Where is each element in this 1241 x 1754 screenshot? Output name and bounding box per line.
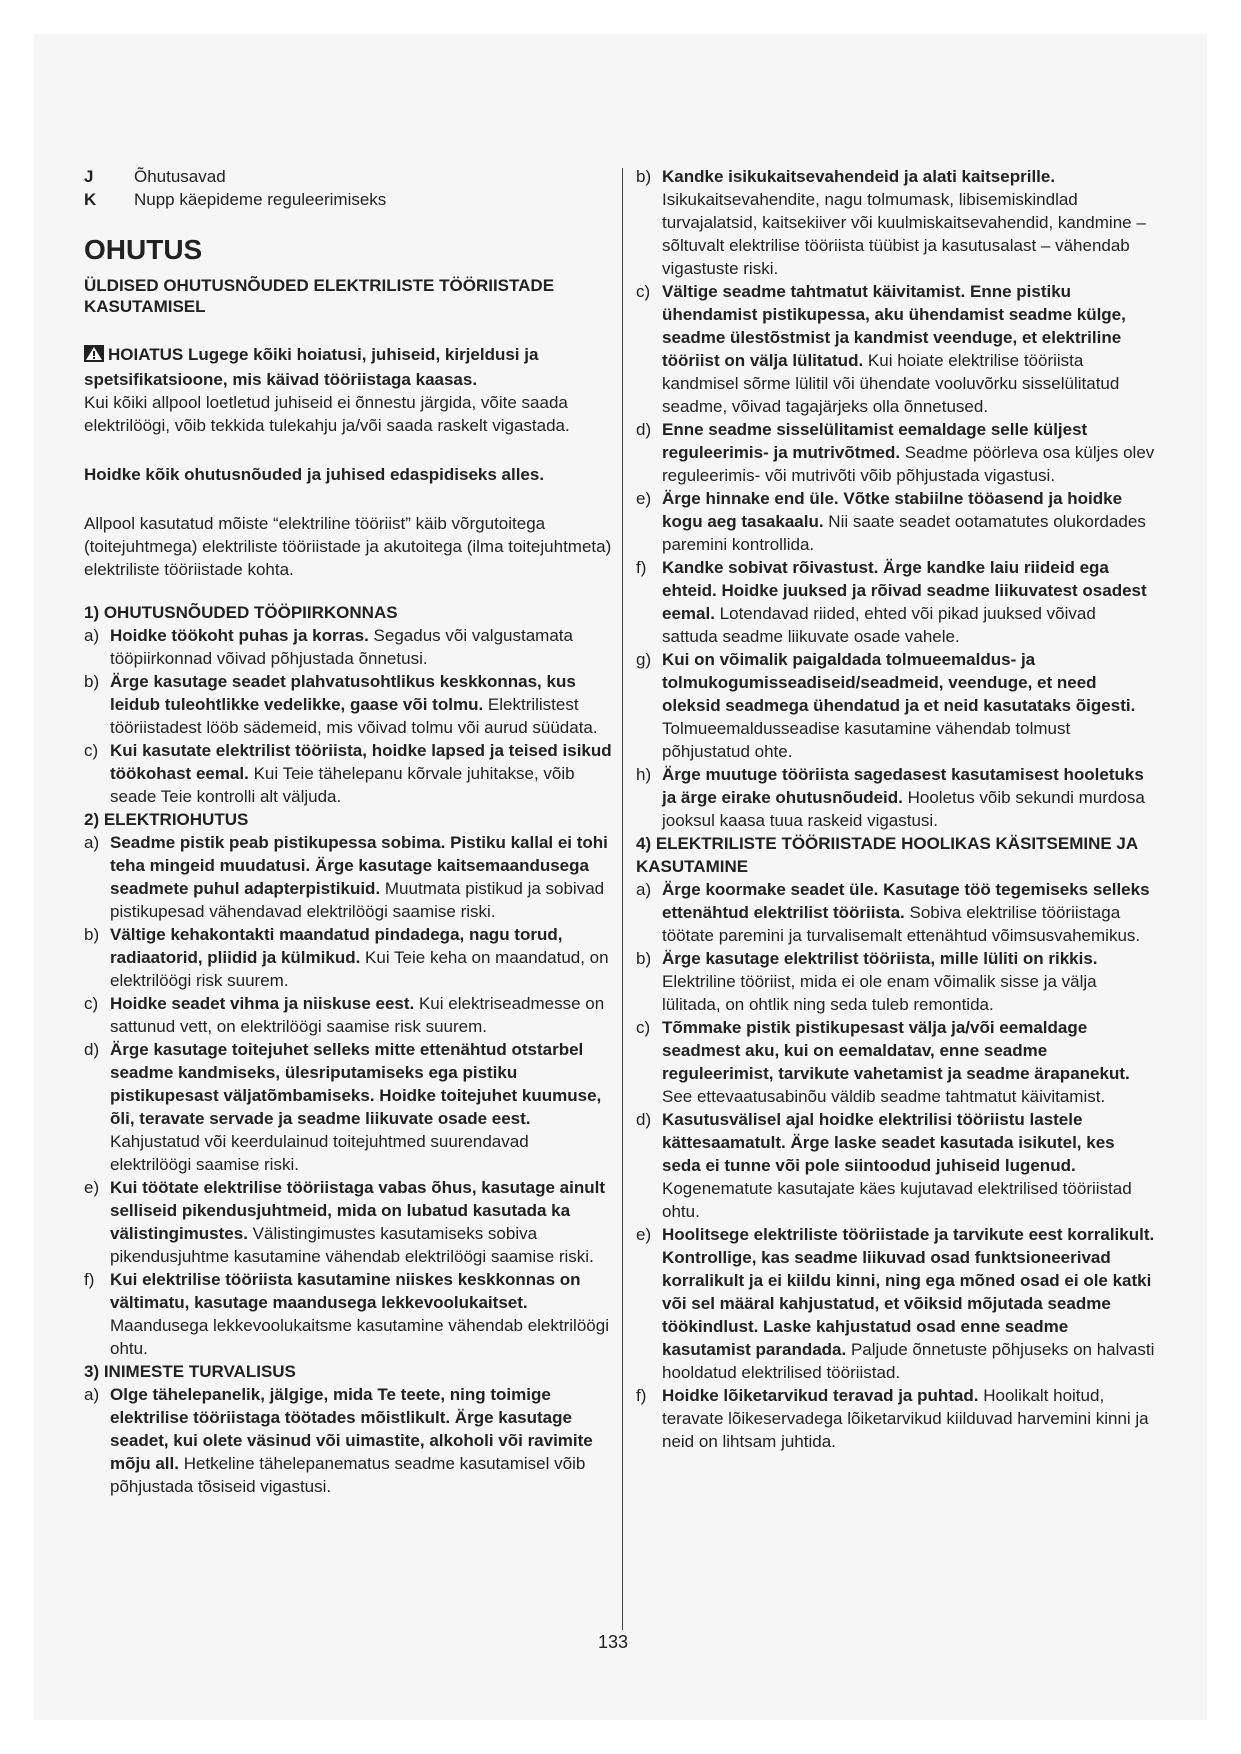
item-body: Kui elektriseadmesse on sattunud vett, on elektrilöögi saamise risk suurem. <box>110 994 605 1036</box>
item-text <box>662 1108 1156 1223</box>
legend-item-k <box>84 188 612 211</box>
column-divider <box>622 168 623 1630</box>
list-item <box>84 1268 612 1360</box>
item-text <box>662 763 1156 832</box>
item-body: Paljude õnnetuste põhjuseks on halvasti hooldatud elektrilised tööriistad. <box>662 1340 1155 1382</box>
item-marker: f) <box>636 558 647 577</box>
warning-text: Kui kõiki allpool loetletud juhiseid ei õnnestu järgida, võite saada elektrilöögi, võib tekkida tulekahju ja/või saada raskelt vigastada. <box>84 393 570 435</box>
left-column <box>84 165 612 1498</box>
item-bold: Seadme pistik peab pistikupessa sobima. Pistiku kallal ei tohi teha mingeid muudatusi. Ärge kasutage kaitsemaandusega seadmete puhul adapterpistikuid. <box>110 833 608 898</box>
item-text <box>662 648 1156 763</box>
item-body: Nii saate seadet ootamatutes olukordades paremini kontrollida. <box>662 512 1146 554</box>
item-marker: a) <box>636 880 652 899</box>
item-bold: Kasutusvälisel ajal hoidke elektrilisi tööriistu lastele kättesaamatult. Ärge laske seadet kasutada isikutel, kes seda ei tunne või pole siintoodud juhiseid lugenud. <box>662 1110 1115 1175</box>
item-marker: b) <box>636 167 652 186</box>
item-bold: Kui kasutate elektrilist tööriista, hoidke lapsed ja teised isikud töökohast eemal. <box>110 741 612 783</box>
item-bold: Kandke sobivat rõivastust. Ärge kandke laiu riideid ega ehteid. Hoidke juuksed ja rõivad seadme liikuvatest osadest eemal. <box>662 558 1147 623</box>
list-item <box>84 831 612 923</box>
warning-icon <box>84 345 104 368</box>
item-text <box>662 1223 1156 1384</box>
item-marker: b) <box>636 949 652 968</box>
item-marker: e) <box>84 1178 100 1197</box>
item-body: Maandusega lekkevoolukaitsme kasutamine vähendab elektrilöögi ohtu. <box>110 1316 609 1358</box>
item-bold: Vältige seadme tahtmatut käivitamist. Enne pistiku ühendamist pistikupessa, aku ühendamist seadme külge, seadme ülestõstmist ja kandmist veenduge, et elektriline tööriist on välja lülitatud. <box>662 282 1126 370</box>
list-item <box>84 624 612 670</box>
item-bold: Hoidke seadet vihma ja niiskuse eest. <box>110 994 415 1013</box>
right-column <box>636 165 1156 1453</box>
item-marker: d) <box>636 1110 652 1129</box>
item-marker: c) <box>636 282 651 301</box>
item-body: Tolmueemaldusseadise kasutamine vähendab tolmust põhjustatud ohte. <box>662 719 1071 761</box>
item-text <box>110 670 612 739</box>
list-item <box>84 1383 612 1498</box>
item-bold: Ärge hinnake end üle. Võtke stabiilne tööasend ja hoidke kogu aeg tasakaalu. <box>662 489 1123 531</box>
item-body: Kui Teie keha on maandatud, on elektrilöögi risk suurem. <box>110 948 609 990</box>
item-bold: Kandke isikukaitsevahendeid ja alati kaitseprille. <box>662 167 1056 186</box>
list-item <box>84 739 612 808</box>
item-bold: Ärge koormake seadet üle. Kasutage töö tegemiseks selleks ettenähtud elektrilist tööriista. <box>662 880 1150 922</box>
section-2-title: 2) ELEKTRIOHUTUS <box>84 810 249 829</box>
list-item <box>636 648 1156 763</box>
list-item <box>636 487 1156 556</box>
item-marker: h) <box>636 765 652 784</box>
section-1-title: 1) OHUTUSNÕUDED TÖÖPIIRKONNAS <box>84 603 398 622</box>
list-item <box>636 1108 1156 1223</box>
item-bold: Ärge muutuge tööriista sagedasest kasutamisest hooletuks ja ärge eirake ohutusnõudeid. <box>662 765 1144 807</box>
item-marker: a) <box>84 833 100 852</box>
item-body: Välistingimustes kasutamiseks sobiva pikendusjuhtme kasutamine vähendab elektrilöögi saamise riski. <box>110 1224 594 1266</box>
legend-key: K <box>84 190 97 209</box>
item-body: Seadme pöörleva osa küljes olev reguleerimis- või mutrivõti võib põhjustada vigastusi. <box>662 443 1155 485</box>
item-text <box>110 923 612 992</box>
item-bold: Vältige kehakontakti maandatud pindadega, nagu torud, radiaatorid, pliidid ja külmikud. <box>110 925 563 967</box>
item-body: Lotendavad riided, ehted või pikad juuksed võivad sattuda seadme liikuvate osade vahele. <box>662 604 1096 646</box>
item-bold: Olge tähelepanelik, jälgige, mida Te teete, ning toimige elektrilise tööriistaga töötades mõistlikult. Ärge kasutage seadet, kui olete väsinud või uimastite, alkoholi või ravimite mõju all. <box>110 1385 593 1473</box>
item-text <box>662 947 1156 1016</box>
item-text <box>110 1383 612 1498</box>
section-3-title: 3) INIMESTE TURVALISUS <box>84 1362 296 1381</box>
item-body: Elektrilistest tööriistadest lööb sädemeid, mis võivad tolmu või aurud süüdata. <box>110 695 598 737</box>
keep-instructions: Hoidke kõik ohutusnõuded ja juhised edaspidiseks alles. <box>84 465 545 484</box>
item-text <box>662 878 1156 947</box>
item-marker: f) <box>636 1386 647 1405</box>
item-text <box>662 1384 1156 1453</box>
item-body: Kahjustatud või keerdulainud toitejuhtmed suurendavad elektrilöögi saamise riski. <box>110 1132 529 1174</box>
item-text <box>110 992 612 1038</box>
item-body: Elektriline tööriist, mida ei ole enam võimalik sisse ja välja lülitada, on ohtlik ning seda tuleb remontida. <box>662 972 1097 1014</box>
item-text <box>662 556 1156 648</box>
item-bold: Kui on võimalik paigaldada tolmueemaldus- ja tolmukogumisseadiseid/seadmeid, veenduge, et need oleksid seadmega ühendatud ja et neid kasutataks õigesti. <box>662 650 1136 715</box>
legend-item-j <box>84 165 612 188</box>
list-item <box>636 418 1156 487</box>
item-body: Hetkeline tähelepanematus seadme kasutamisel võib põhjustada tõsiseid vigastusi. <box>110 1454 586 1496</box>
item-bold: Kui elektrilise tööriista kasutamine niiskes keskkonnas on vältimatu, kasutage maandusega lekkevoolukaitset. <box>110 1270 581 1312</box>
item-body: Hoolikalt hoitud, teravate lõikeservadega lõiketarvikud kiilduvad harvemini kinni ja neid on lihtsam juhtida. <box>662 1386 1149 1451</box>
item-marker: f) <box>84 1270 95 1289</box>
item-marker: e) <box>636 489 652 508</box>
list-item <box>636 763 1156 832</box>
item-bold: Ärge kasutage elektrilist tööriista, mille lüliti on rikkis. <box>662 949 1098 968</box>
warning-bold: HOIATUS Lugege kõiki hoiatusi, juhiseid, kirjeldusi ja spetsifikatsioone, mis käivad tööriistaga kaasas. <box>84 345 539 389</box>
list-item <box>84 923 612 992</box>
definition-paragraph: Allpool kasutatud mõiste “elektriline tööriist” käib võrgutoitega (toitejuhtmega) elektriliste tööriistade ja akutoitega (ilma toitejuhtmeta) elektriliste tööriistade kohta. <box>84 514 612 579</box>
item-bold: Hoidke töökoht puhas ja korras. <box>110 626 369 645</box>
item-bold: Hoolitsege elektriliste tööriistade ja tarvikute eest korralikult. Kontrollige, kas seadme liikuvad osad funktsioneerivad korralikult ja ei kiildu kinni, ning ega mõned osad ei ole katki või sel määral kahjustatud, et võiksid mõjutada seadme töökindlust. Laske kahjustatud osad enne seadme kasutamist parandada. <box>662 1225 1155 1359</box>
list-item <box>636 1384 1156 1453</box>
list-item <box>636 280 1156 418</box>
item-text <box>110 624 612 670</box>
item-text <box>662 165 1156 280</box>
item-text <box>110 1038 612 1176</box>
list-item <box>636 165 1156 280</box>
item-text <box>662 1016 1156 1108</box>
legend-text: Õhutusavad <box>134 167 226 186</box>
list-item <box>636 1016 1156 1108</box>
item-body: Kui hoiate elektrilise tööriista kandmisel sõrme lülitil või ühendate vooluvõrku sisselülitatud seadme, võivad tagajärjeks olla õnnetused. <box>662 351 1120 416</box>
list-item <box>636 947 1156 1016</box>
item-text <box>662 487 1156 556</box>
item-body: Segadus või valgustamata tööpiirkonnad võivad põhjustada õnnetusi. <box>110 626 573 668</box>
item-body: Muutmata pistikud ja sobivad pistikupesad vähendavad elektrilöögi saamise riski. <box>110 879 605 921</box>
item-text <box>110 831 612 923</box>
item-marker: e) <box>636 1225 652 1244</box>
list-item <box>84 1176 612 1268</box>
item-text <box>110 739 612 808</box>
item-marker: g) <box>636 650 652 669</box>
item-body: Hooletus võib sekundi murdosa jooksul kaasa tuua raskeid vigastusi. <box>662 788 1145 830</box>
item-bold: Hoidke lõiketarvikud teravad ja puhtad. <box>662 1386 979 1405</box>
legend-text: Nupp käepideme reguleerimiseks <box>134 190 387 209</box>
item-bold: Tõmmake pistik pistikupesast välja ja/või eemaldage seadmest aku, kui on eemaldatav, enne seadme reguleerimist, tarvikute vahetamist ja seadme ärapanekut. <box>662 1018 1130 1083</box>
list-item <box>636 878 1156 947</box>
item-marker: c) <box>84 994 99 1013</box>
list-item <box>636 1223 1156 1384</box>
item-bold: Ärge kasutage toitejuhet selleks mitte ettenähtud otstarbel seadme kandmiseks, ülesriputamiseks ega pistiku pistikupesast väljatõmbamiseks. Hoidke toitejuhet kuumuse, õli, teravate servade ja seadme liikuvate osade eest. <box>110 1040 602 1128</box>
item-body: Kogenematute kasutajate käes kujutavad elektrilised tööriistad ohtu. <box>662 1179 1132 1221</box>
item-body: Kui Teie tähelepanu kõrvale juhitakse, võib seade Teie kontrolli alt väljuda. <box>110 764 575 806</box>
list-item <box>84 1038 612 1176</box>
item-body: See ettevaatusabinõu väldib seadme tahtmatut käivitamist. <box>662 1087 1106 1106</box>
item-marker: c) <box>636 1018 651 1037</box>
item-text <box>662 418 1156 487</box>
item-marker: a) <box>84 1385 100 1404</box>
section-title: OHUTUS <box>84 234 203 265</box>
list-item <box>84 670 612 739</box>
warning-paragraph <box>84 343 612 437</box>
item-marker: d) <box>84 1040 100 1059</box>
section-4-title: 4) ELEKTRILISTE TÖÖRIISTADE HOOLIKAS KÄSITSEMINE JA KASUTAMINE <box>636 834 1138 876</box>
item-text <box>110 1268 612 1360</box>
item-marker: d) <box>636 420 652 439</box>
item-marker: a) <box>84 626 100 645</box>
item-body: Sobiva elektrilise tööriistaga töötate paremini ja turvalisemalt ettenähtud võimsusvahemikus. <box>662 903 1141 945</box>
item-marker: b) <box>84 672 100 691</box>
list-item <box>636 556 1156 648</box>
item-text <box>662 280 1156 418</box>
list-item <box>84 992 612 1038</box>
item-body: Isikukaitsevahendite, nagu tolmumask, libisemiskindlad turvajalatsid, kaitsekiiver või kuulmiskaitsevahendid, kandmine – sõltuvalt elektrilise tööriista tüübist ja kasutusalast – vähendab vigastuste riski. <box>662 190 1146 278</box>
item-marker: c) <box>84 741 99 760</box>
item-bold: Ärge kasutage seadet plahvatusohtlikus keskkonnas, kus leidub tuleohtlikke vedelikke, gaase või tolmu. <box>110 672 576 714</box>
item-bold: Enne seadme sisselülitamist eemaldage selle küljest reguleerimis- ja mutrivõtmed. <box>662 420 1088 462</box>
general-heading: ÜLDISED OHUTUSNÕUDED ELEKTRILISTE TÖÖRIISTADE KASUTAMISEL <box>84 276 555 316</box>
item-text <box>110 1176 612 1268</box>
legend-key: J <box>84 167 94 186</box>
item-marker: b) <box>84 925 100 944</box>
page-number: 133 <box>598 1632 629 1652</box>
item-bold: Kui töötate elektrilise tööriistaga vabas õhus, kasutage ainult selliseid pikendusjuhtmeid, mida on lubatud kasutada ka välistingimustes. <box>110 1178 606 1243</box>
